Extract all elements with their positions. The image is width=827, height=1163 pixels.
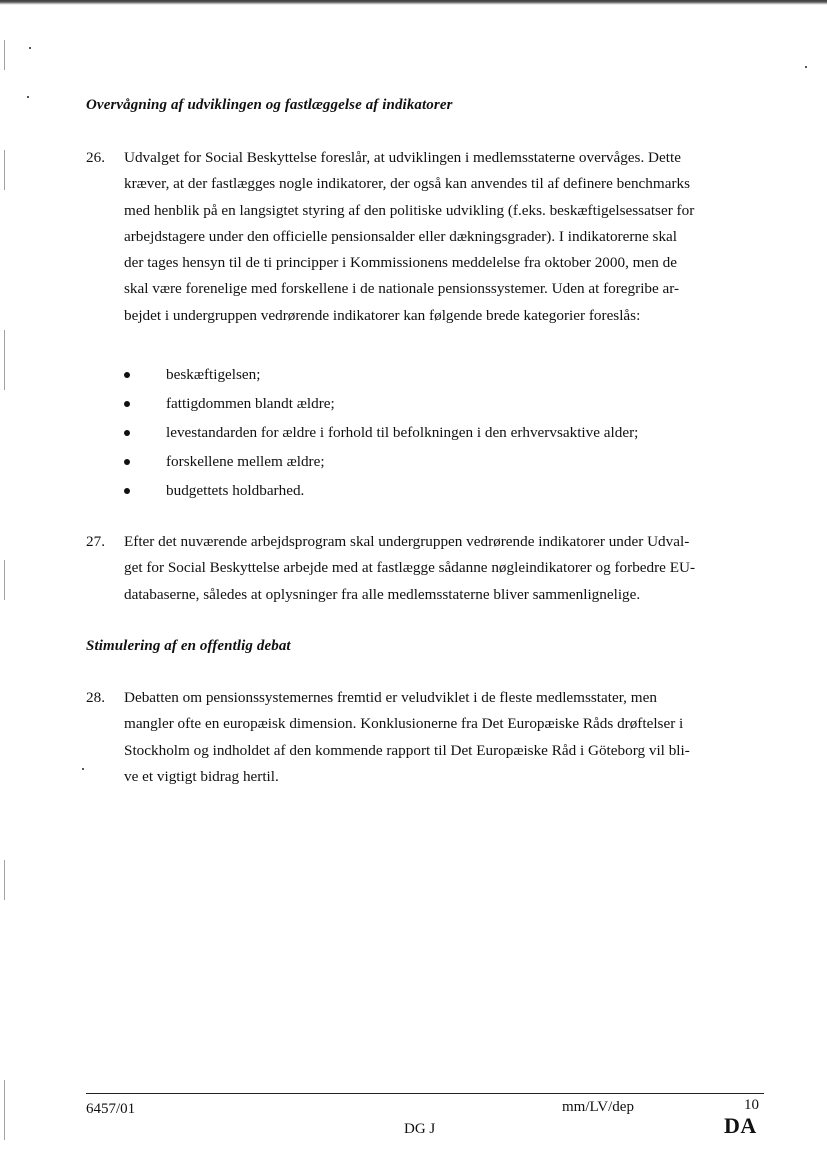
directorate: DG J [404,1121,436,1137]
language-code: DA [724,1113,757,1138]
scan-edge-left [4,560,5,600]
text-line: get for Social Beskyttelse arbejde med at fastlægge sådanne nøgleindikatorer og forbedre EU- [124,559,696,577]
text-line: bejdet i undergruppen vedrørende indikatorer kan følgende brede kategorier foreslås: [124,306,641,324]
list-item-label: budgettets holdbarhed. [166,482,305,499]
text-line: mangler ofte en europæisk dimension. Konklusionerne fra Det Europæiske Råds drøftelser i [124,715,684,733]
text-line: Debatten om pensionssystemernes fremtid er veludviklet i de fleste medlemsstater, men [124,689,657,706]
section-heading-public-debate: Stimulering af en offentlig debat [86,638,291,654]
paragraph-number: 27. [86,533,105,550]
text-line: arbejdstagere under den officielle pensionsalder eller dækningsgrader). I indikatorerne skal [124,227,678,245]
list-item [124,418,764,447]
bullet-icon [124,401,130,407]
scan-edge-left [4,40,5,70]
author-initials: mm/LV/dep [562,1099,634,1115]
scan-edge-left [4,860,5,900]
text-line: ve et vigtigt bidrag hertil. [124,767,279,785]
scan-speck [805,66,807,68]
text-line: databaserne, således at oplysninger fra alle medlemsstaterne bliver sammenlignelige. [124,585,641,603]
paragraph-text [124,529,766,608]
text-line: Stockholm og indholdet af den kommende rapport til Det Europæiske Råd i Göteborg vil bli- [124,741,690,759]
scan-speck [29,47,31,49]
text-line: der tages hensyn til de ti principper i Kommissionens meddelelse fra oktober 2000, men de [124,254,677,272]
text-line: Udvalget for Social Beskyttelse foreslår, at udviklingen i medlemsstaterne overvåges. Dette [124,149,681,166]
list-item [124,476,764,505]
paragraph-28 [86,685,766,790]
paragraph-text [124,685,766,790]
bullet-icon [124,488,130,494]
list-item-label: beskæftigelsen; [166,366,261,383]
scan-edge-left [4,150,5,190]
scan-edge-top [0,0,827,5]
bullet-icon [124,459,130,465]
list-item [124,389,764,418]
text-line: Efter det nuværende arbejdsprogram skal undergruppen vedrørende indikatorer under Udval- [124,533,690,550]
scan-speck [82,768,84,770]
list-item-label: levestandarden for ældre i forhold til befolkningen i den erhvervsaktive alder; [166,424,639,441]
paragraph-26 [86,145,766,329]
scan-edge-left [4,330,5,390]
paragraph-number: 28. [86,689,105,706]
list-item-label: forskellene mellem ældre; [166,453,325,470]
list-item-label: fattigdommen blandt ældre; [166,395,335,412]
scan-edge-left [4,1080,5,1140]
bullet-icon [124,372,130,378]
list-item [124,360,764,389]
document-reference: 6457/01 [86,1101,136,1117]
text-line: kræver, at der fastlægges nogle indikatorer, der også kan anvendes til af definere benchmarks [124,175,691,193]
section-heading-monitoring: Overvågning af udviklingen og fastlæggelse af indikatorer [86,97,453,113]
bullet-icon [124,430,130,436]
footer-divider [86,1093,764,1094]
page-number: 10 [744,1097,759,1113]
paragraph-number: 26. [86,149,105,166]
scan-speck [27,96,29,98]
paragraph-text [124,145,766,329]
indicator-categories-list [124,360,764,505]
text-line: skal være forenelige med forskellene i de nationale pensionssystemer. Uden at foregribe ar- [124,280,680,298]
paragraph-27 [86,529,766,608]
text-line: med henblik på en langsigtet styring af den politiske udvikling (f.eks. beskæftigelsessatser for [124,201,695,219]
list-item [124,447,764,476]
